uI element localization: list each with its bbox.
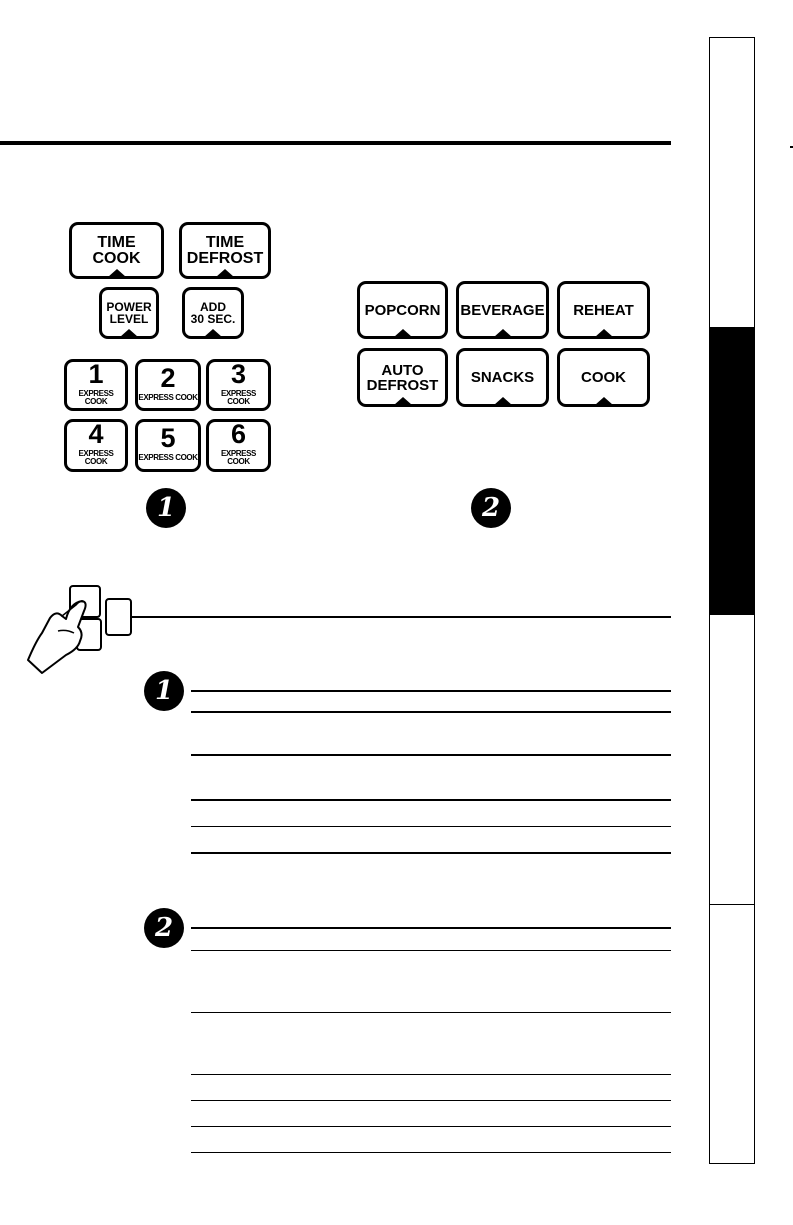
side-tab-4[interactable]: [709, 904, 755, 1164]
number-key-4[interactable]: 4 EXPRESS COOK: [64, 419, 128, 472]
number-key-1[interactable]: 1 EXPRESS COOK: [64, 359, 128, 411]
time-defrost-key[interactable]: TIME DEFROST: [179, 222, 271, 279]
table-rule: [191, 826, 671, 827]
key-indicator-icon: [394, 329, 412, 337]
side-tab-2-active[interactable]: [709, 327, 755, 615]
snacks-key[interactable]: SNACKS: [456, 348, 549, 407]
beverage-key[interactable]: BEVERAGE: [456, 281, 549, 339]
header-rule: [0, 141, 671, 145]
table-rule: [191, 711, 671, 713]
table-rule: [191, 950, 671, 951]
key-indicator-icon: [494, 397, 512, 405]
section-badge-2: 2: [144, 908, 184, 948]
key-indicator-icon: [216, 269, 234, 277]
table-rule: [191, 1100, 671, 1101]
number-key-2[interactable]: 2 EXPRESS COOK: [135, 359, 201, 411]
table-rule: [191, 927, 671, 929]
number-key-5[interactable]: 5 EXPRESS COOK: [135, 419, 201, 472]
key-indicator-icon: [595, 397, 613, 405]
key-indicator-icon: [394, 397, 412, 405]
power-level-key[interactable]: POWER LEVEL: [99, 287, 159, 339]
key-indicator-icon: [204, 329, 222, 337]
table-rule: [191, 852, 671, 854]
reheat-key[interactable]: REHEAT: [557, 281, 650, 339]
table-rule: [191, 754, 671, 756]
key-indicator-icon: [120, 329, 138, 337]
side-tab-3[interactable]: [709, 614, 755, 905]
step-badge-2: 2: [471, 488, 511, 528]
table-rule: [191, 1074, 671, 1075]
step-badge-1: 1: [146, 488, 186, 528]
popcorn-key[interactable]: POPCORN: [357, 281, 448, 339]
side-tab-1[interactable]: [709, 37, 755, 328]
number-key-6[interactable]: 6 EXPRESS COOK: [206, 419, 271, 472]
key-indicator-icon: [595, 329, 613, 337]
table-rule: [191, 1012, 671, 1013]
number-key-3[interactable]: 3 EXPRESS COOK: [206, 359, 271, 411]
section-divider: [130, 616, 671, 618]
hand-press-icon: [22, 583, 182, 678]
table-rule: [191, 690, 671, 692]
table-rule: [191, 799, 671, 801]
section-badge-1: 1: [144, 671, 184, 711]
key-indicator-icon: [494, 329, 512, 337]
table-rule: [191, 1126, 671, 1127]
table-rule: [191, 1152, 671, 1153]
auto-defrost-key[interactable]: AUTO DEFROST: [357, 348, 448, 407]
cook-key[interactable]: COOK: [557, 348, 650, 407]
add-30-sec-key[interactable]: ADD 30 SEC.: [182, 287, 244, 339]
key-indicator-icon: [108, 269, 126, 277]
time-cook-key[interactable]: TIME COOK: [69, 222, 164, 279]
